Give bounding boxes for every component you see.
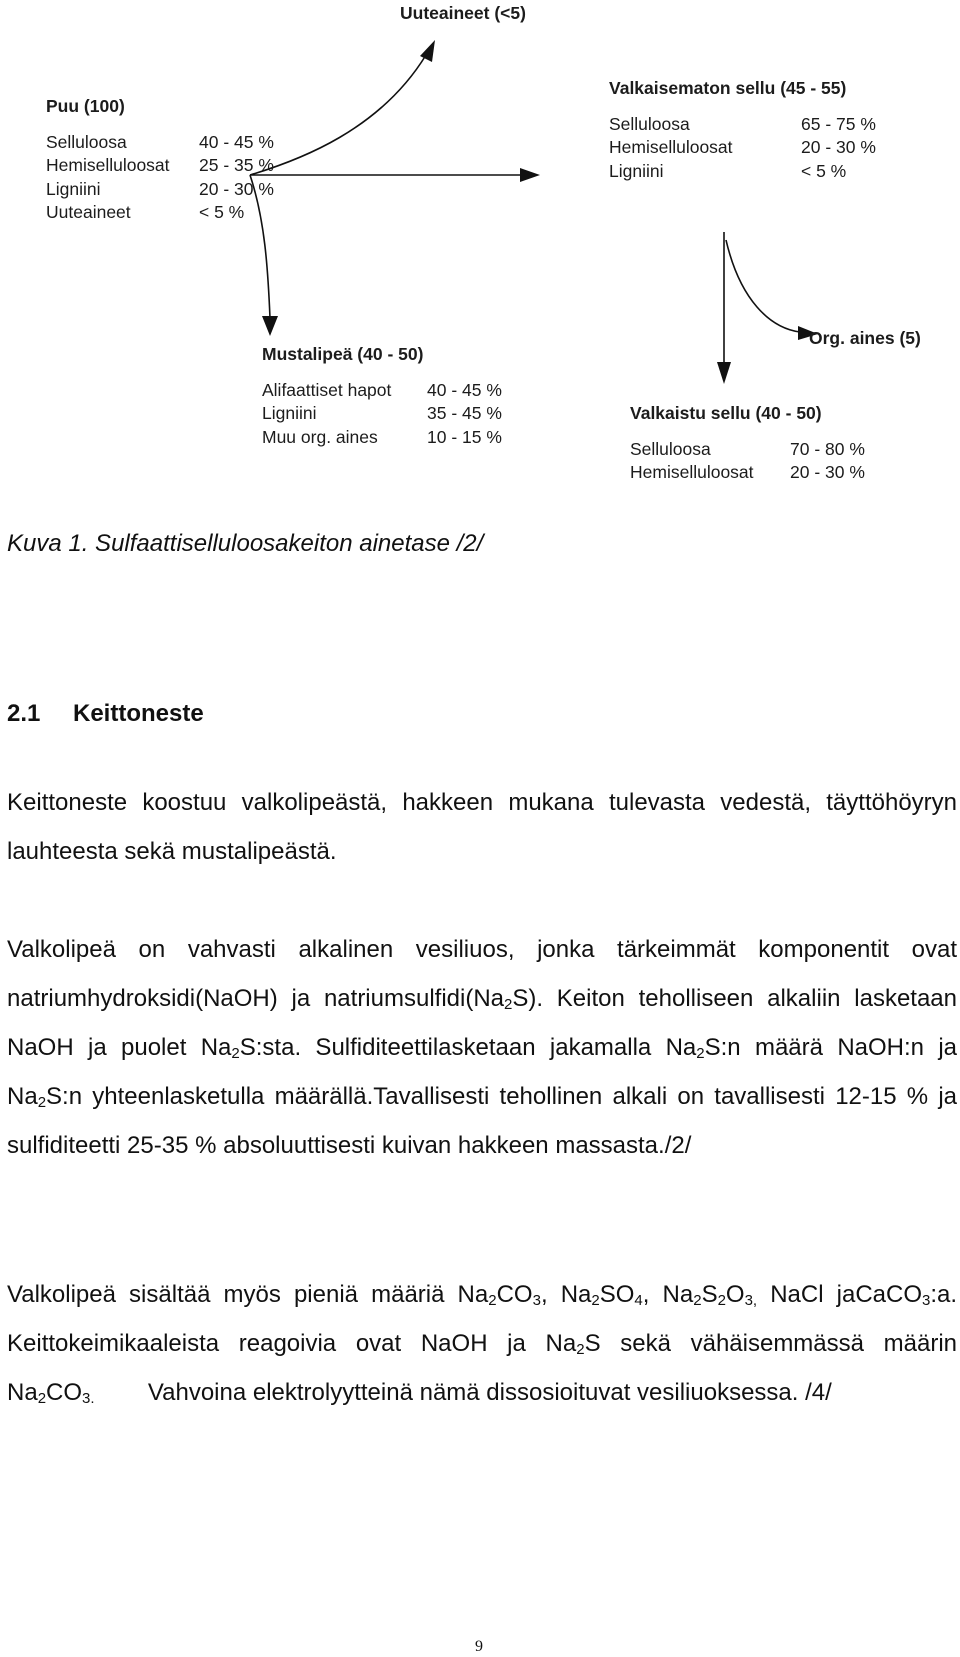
arrowhead-to-bleached xyxy=(717,362,731,384)
composition-row: Selluloosa 40 - 45 % xyxy=(46,131,274,152)
arrowhead-to-extractives xyxy=(420,40,435,62)
unbleached-title: Valkaisematon sellu (45 - 55) xyxy=(609,78,847,98)
bleached-pulp-composition xyxy=(630,402,910,485)
figure-caption: Kuva 1. Sulfaattiselluloosakeiton ainetase /2/ xyxy=(7,530,484,557)
bleached-title: Valkaistu sellu (40 - 50) xyxy=(630,403,822,423)
composition-row: Ligniini 35 - 45 % xyxy=(262,403,502,423)
paragraph-1: Keittoneste koostuu valkolipeästä, hakkeen mukana tulevasta vedestä, täyttöhöyryn lauhteesta sekä mustalipeästä. xyxy=(7,789,957,865)
black-liquor-composition xyxy=(262,343,552,449)
composition-row: Ligniini 20 - 30 % xyxy=(46,178,274,199)
section-title: Keittoneste xyxy=(73,700,204,727)
composition-row: Hemiselluloosat 20 - 30 % xyxy=(630,462,865,482)
composition-row: Uuteaineet < 5 % xyxy=(46,202,245,222)
wood-title: Puu (100) xyxy=(46,96,125,116)
paragraph-3: Valkolipeä sisältää myös pieniä määriä $Na_2CO_3$, $Na_2SO_4$, $Na_2S_2O_{3,}$ NaCl jaCaCO$_3$:a. Keittokeimikaaleista reagoivia ovat NaOH ja $Na_2S$ sekä vähäisemmässä määrin $Na_2CO_{3.}$ Vahvoina elektrolyytteinä nämä dissosioituvat vesiliuoksessa. /4/ xyxy=(7,1281,958,1407)
page-number: 9 xyxy=(475,1638,483,1655)
paragraph-2: Valkolipeä on vahvasti alkalinen vesiliuos, jonka tärkeimmät komponentit ovat natriumhydroksidi(NaOH) ja $natriumsulfidi(Na_2S)$. Keiton teholliseen alkaliin lasketaan NaOH ja puolet $Na_2S:sta$. Sulfiditeettilasketaan jakamalla $Na_2S:n$ määrä NaOH:n ja $Na_2S:n$ yhteenlasketulla määrällä.Tavallisesti tehollinen alkali on tavallisesti 12-15 % ja sulfiditeetti 25-35 % absoluuttisesti kuivan hakkeen massasta./2/ xyxy=(7,936,958,1159)
unbleached-pulp-composition xyxy=(609,77,909,183)
organic-matter-label: Org. aines (5) xyxy=(809,328,921,348)
composition-row: Selluloosa 70 - 80 % xyxy=(630,438,865,459)
section-heading xyxy=(7,700,204,728)
composition-row: Hemiselluloosat 25 - 35 % xyxy=(46,155,274,175)
arrowhead-to-unbleached xyxy=(520,168,540,182)
composition-row: Hemiselluloosat 20 - 30 % xyxy=(609,137,876,157)
arrow-to-org-aines xyxy=(726,240,800,332)
composition-row: Selluloosa 65 - 75 % xyxy=(609,113,876,134)
wood-composition xyxy=(46,95,306,225)
section-number: 2.1 xyxy=(7,700,41,727)
extractives-label: Uuteaineet (<5) xyxy=(400,3,526,23)
composition-row: Ligniini < 5 % xyxy=(609,160,847,181)
composition-row: Alifaattiset hapot 40 - 45 % xyxy=(262,379,502,400)
arrowhead-to-black-liquor xyxy=(262,316,278,336)
composition-row: Muu org. aines 10 - 15 % xyxy=(262,426,502,447)
black-liquor-title: Mustalipeä (40 - 50) xyxy=(262,344,424,364)
